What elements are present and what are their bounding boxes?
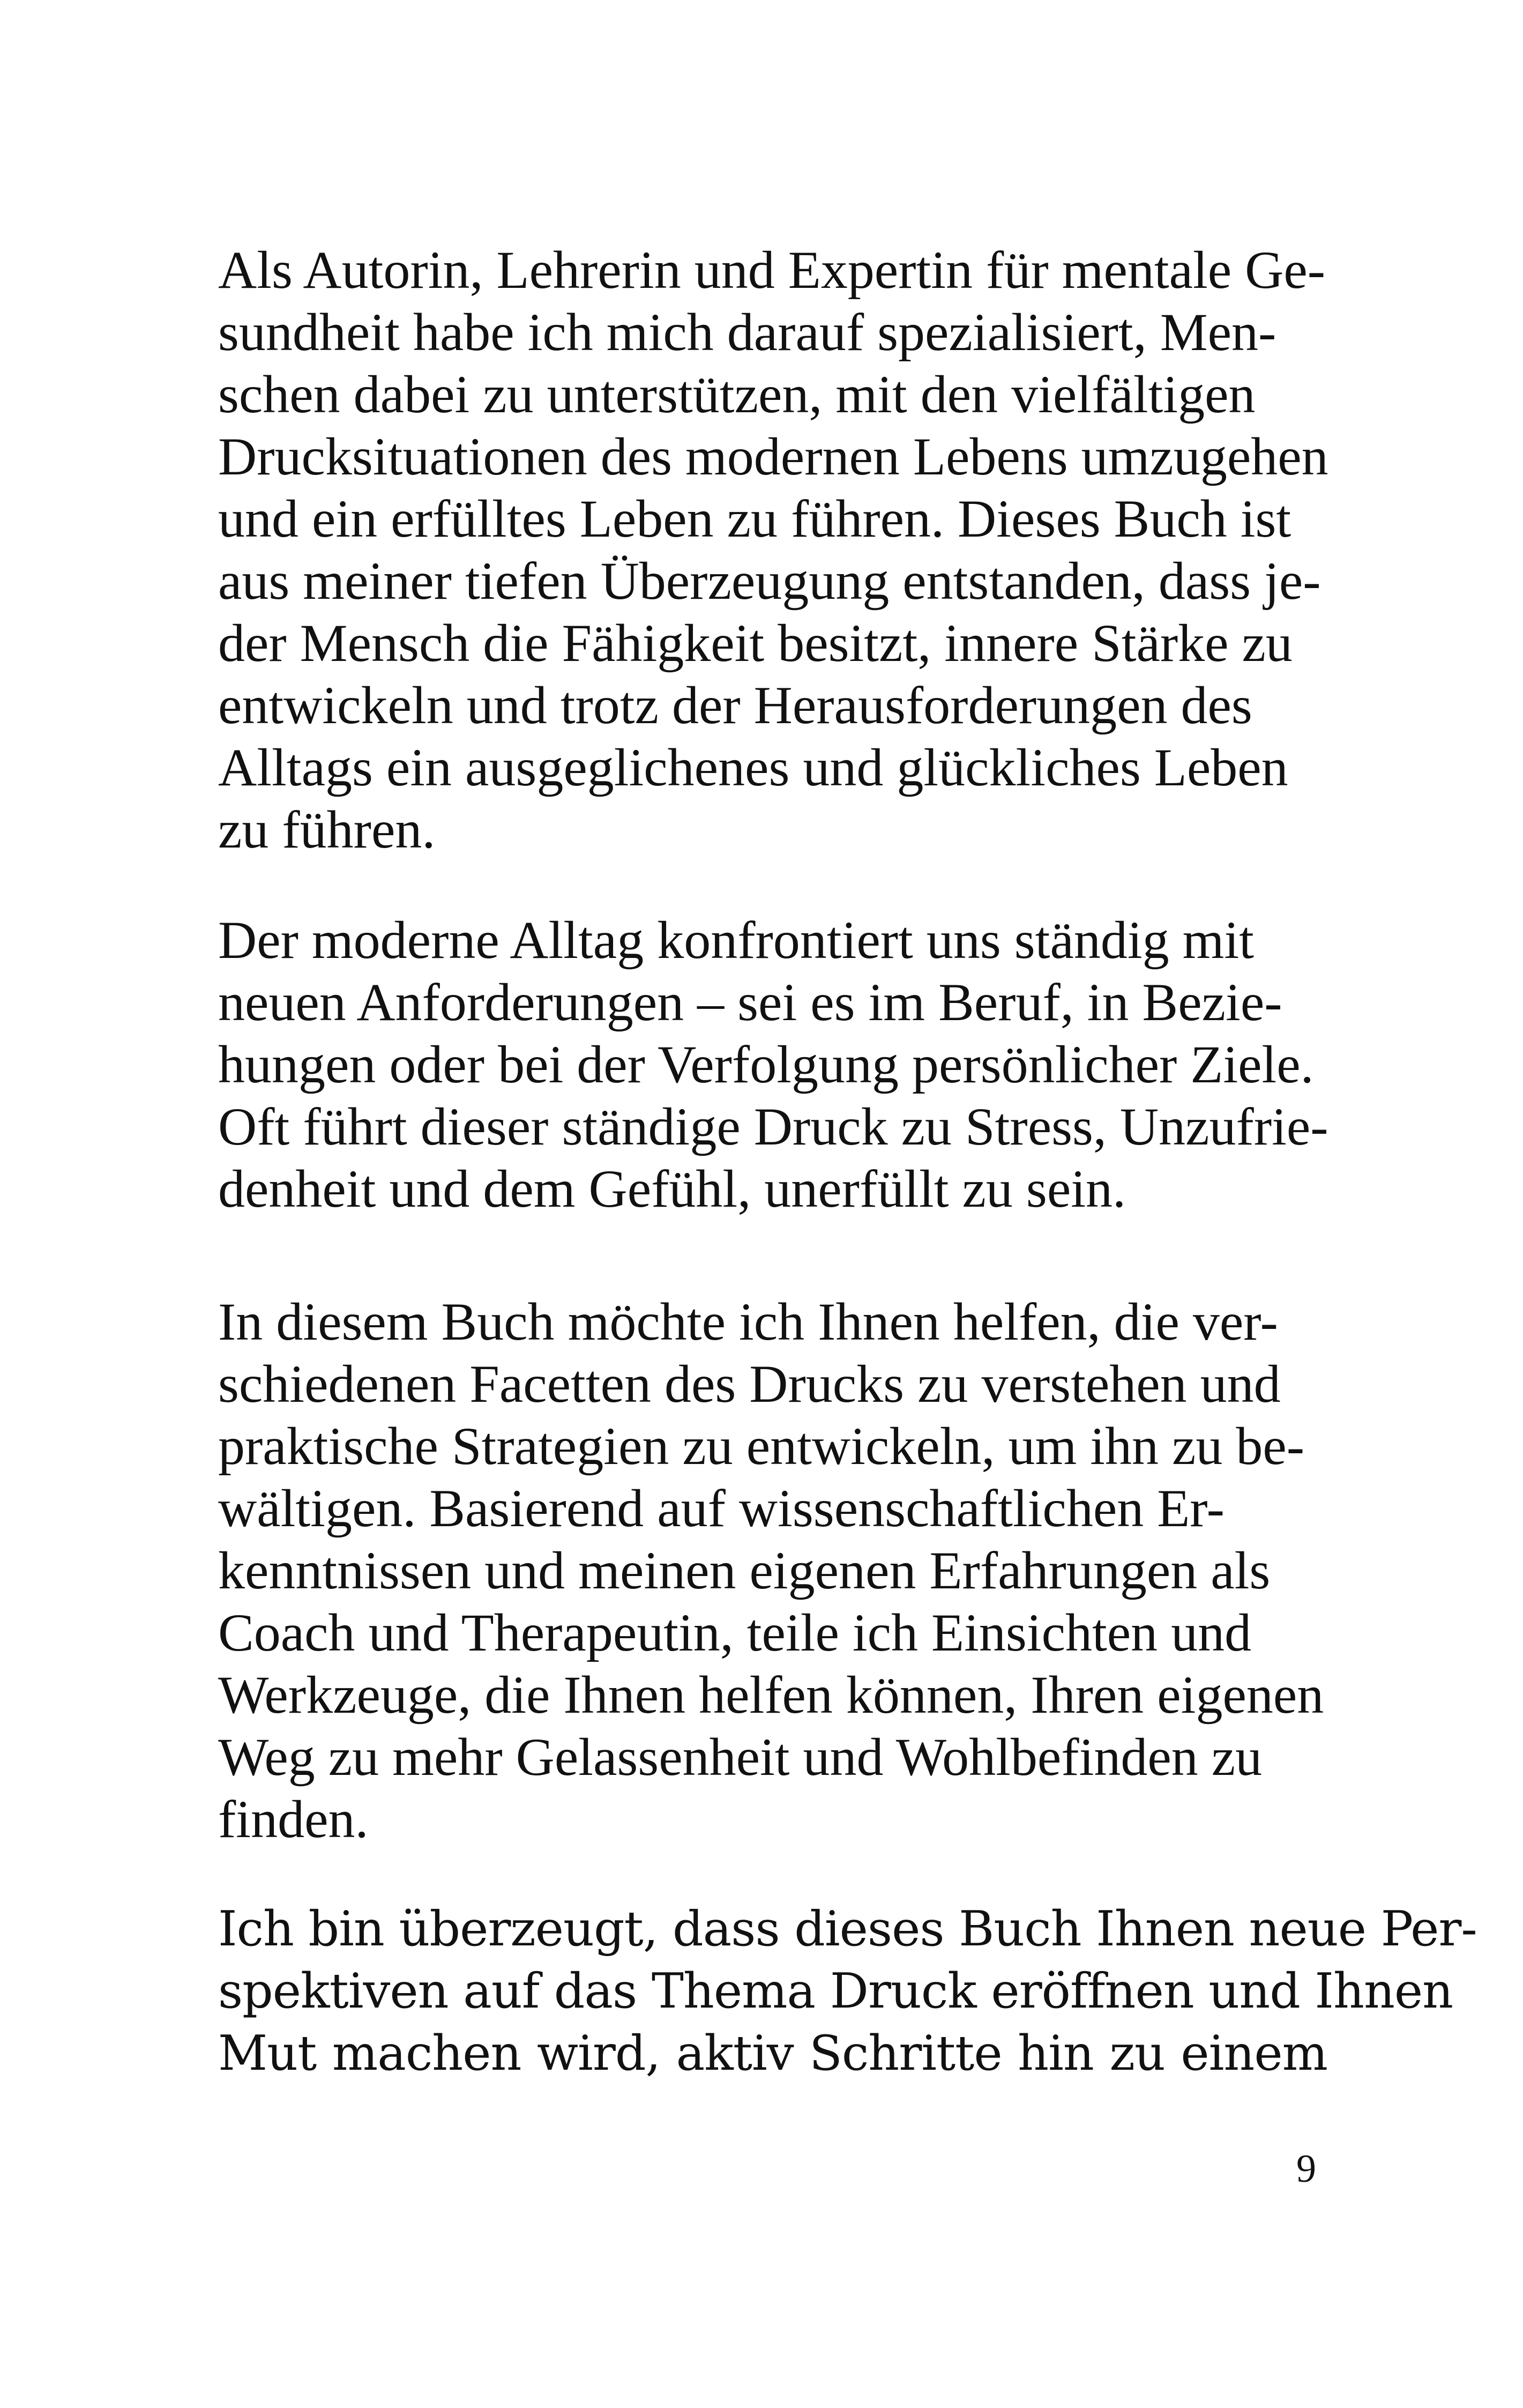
text-line: und ein erfülltes Leben zu führen. Dieses Buch ist <box>218 489 1291 548</box>
text-line: praktische Strategien zu entwickeln, um ihn zu be- <box>218 1416 1305 1476</box>
paragraph-conviction <box>218 1898 1477 2085</box>
page-number: 9 <box>1296 2147 1316 2191</box>
text-line: kenntnissen und meinen eigenen Erfahrungen als <box>218 1541 1271 1600</box>
text-line: der Mensch die Fähigkeit besitzt, innere Stärke zu <box>218 613 1293 673</box>
text-line: neuen Anforderungen – sei es im Beruf, in Bezie- <box>218 972 1282 1032</box>
paragraph-book-purpose <box>218 1291 1327 1850</box>
paragraph-author-intro <box>218 239 1327 861</box>
text-line: hungen oder bei der Verfolgung persönlicher Ziele. <box>218 1035 1314 1094</box>
text-line: Ich bin überzeugt, dass dieses Buch Ihnen neue Per- <box>218 1901 1477 1957</box>
text-line: Oft führt dieser ständige Druck zu Stress, Unzufrie- <box>218 1097 1328 1156</box>
text-line: zu führen. <box>218 800 436 859</box>
text-line: Der moderne Alltag konfrontiert uns ständig mit <box>218 910 1254 970</box>
text-line: spektiven auf das Thema Druck eröffnen und Ihnen <box>218 1963 1453 2019</box>
text-line: denheit und dem Gefühl, unerfüllt zu sein. <box>218 1159 1126 1218</box>
text-line: Alltags ein ausgeglichenes und glückliches Leben <box>218 738 1288 797</box>
text-line: Drucksituationen des modernen Lebens umzugehen <box>218 427 1328 486</box>
text-line: schiedenen Facetten des Drucks zu verstehen und <box>218 1354 1281 1414</box>
text-line: Werkzeuge, die Ihnen helfen können, Ihren eigenen <box>218 1665 1324 1725</box>
text-line: entwickeln und trotz der Herausforderungen des <box>218 675 1252 735</box>
text-line: wältigen. Basierend auf wissenschaftlichen Er- <box>218 1478 1225 1538</box>
text-line: finden. <box>218 1789 369 1849</box>
text-line: schen dabei zu unterstützen, mit den vielfältigen <box>218 365 1256 424</box>
text-line: Mut machen wird, aktiv Schritte hin zu einem <box>218 2025 1327 2082</box>
text-line: Als Autorin, Lehrerin und Expertin für mentale Ge- <box>218 240 1326 300</box>
text-line: In diesem Buch möchte ich Ihnen helfen, die ver- <box>218 1292 1278 1351</box>
paragraph-modern-life <box>218 909 1327 1220</box>
text-line: sundheit habe ich mich darauf spezialisiert, Men- <box>218 302 1276 362</box>
text-line: Weg zu mehr Gelassenheit und Wohlbefinden zu <box>218 1727 1263 1787</box>
text-line: aus meiner tiefen Überzeugung entstanden, dass je- <box>218 551 1321 611</box>
text-line: Coach und Therapeutin, teile ich Einsichten und <box>218 1603 1252 1662</box>
